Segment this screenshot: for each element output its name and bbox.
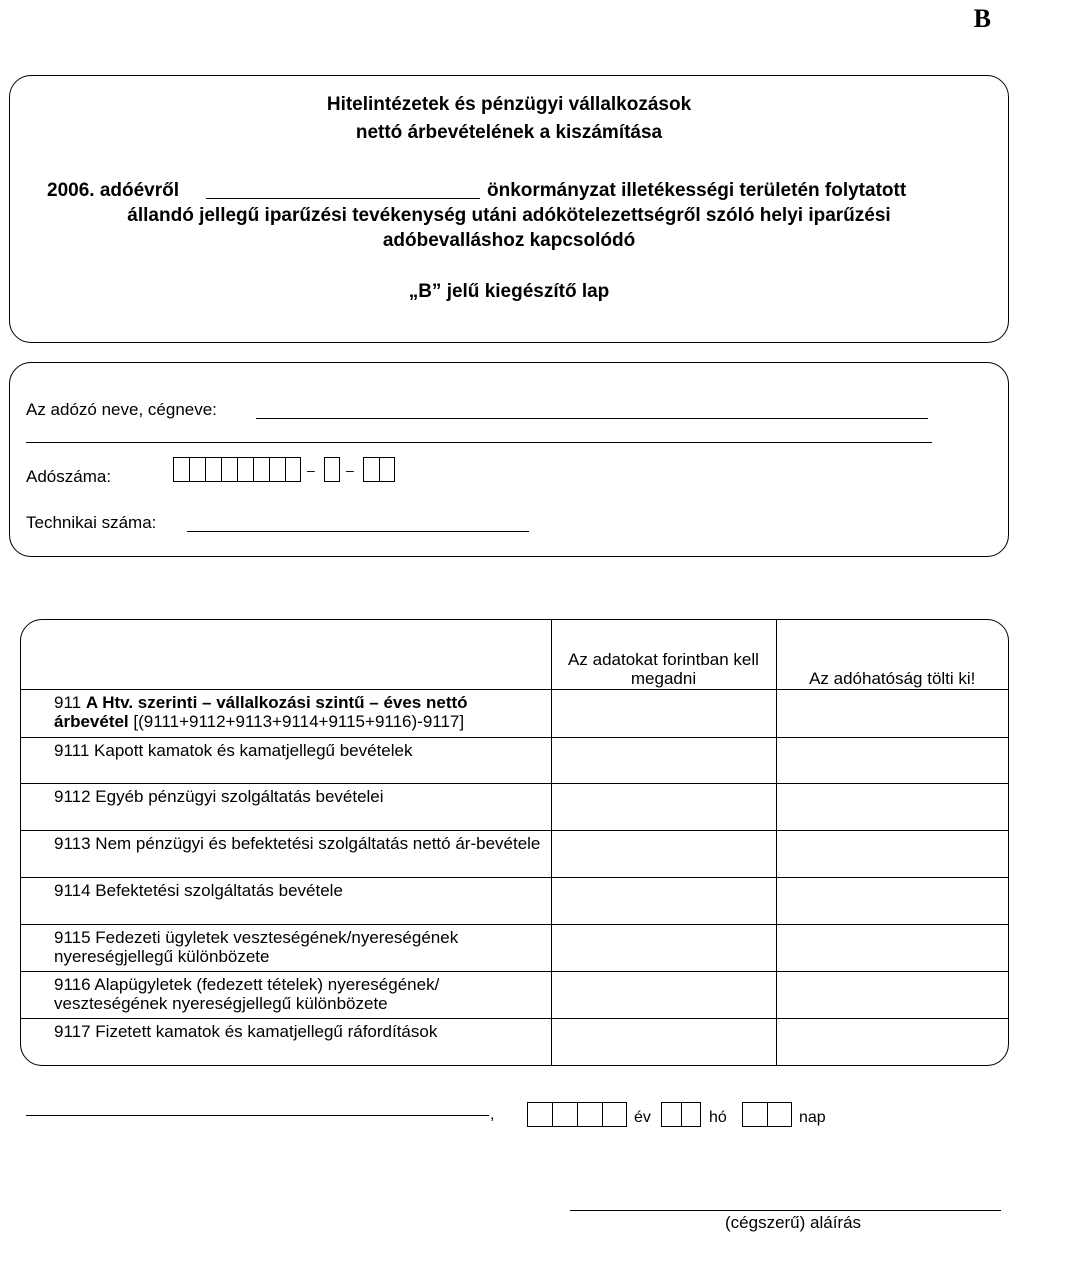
row-911-desc	[21, 689, 551, 737]
year-label: év	[634, 1109, 651, 1126]
row-9116-amount[interactable]	[551, 971, 776, 1018]
row-code: 9117	[54, 1021, 91, 1041]
row-9116-desc	[21, 971, 551, 1018]
row-text: Fizetett kamatok és kamatjellegű ráfordítások	[95, 1021, 438, 1041]
table-row	[21, 783, 1008, 830]
form-title-line2: nettó árbevételének a kiszámítása	[355, 122, 663, 143]
row-9111-desc	[21, 737, 551, 783]
row-text: Befektetési szolgáltatás bevétele	[95, 880, 343, 900]
form-title-line1: Hitelintézetek és pénzügyi vállalkozások	[326, 94, 692, 115]
table-row	[21, 737, 1008, 783]
tax-number-part2[interactable]	[324, 457, 340, 482]
declaration-municipality-text: önkormányzat illetékességi területén folytatott	[487, 180, 907, 201]
row-911-amount[interactable]	[551, 689, 776, 737]
row-9113-authority	[776, 830, 1008, 877]
table-header-blank	[21, 620, 551, 689]
taxpayer-name-label: Az adózó neve, cégneve:	[26, 400, 217, 419]
day-label: nap	[799, 1109, 826, 1126]
row-code: 9114	[54, 880, 91, 900]
table-row	[21, 830, 1008, 877]
row-9111-authority	[776, 737, 1008, 783]
tax-number-dash: –	[346, 462, 354, 478]
signature-label: (cégszerű) aláírás	[725, 1213, 862, 1232]
row-911-authority	[776, 689, 1008, 737]
taxpayer-box	[9, 362, 1009, 557]
signature-field[interactable]	[570, 1210, 1001, 1211]
taxpayer-name-field-line2[interactable]	[26, 442, 932, 443]
row-code: 9115	[54, 927, 91, 947]
title-box	[9, 75, 1009, 343]
declaration-year: 2006. adóévről	[47, 180, 180, 201]
row-9112-desc	[21, 783, 551, 830]
row-9113-amount[interactable]	[551, 830, 776, 877]
revenue-table	[20, 619, 1009, 1066]
tax-number-part1[interactable]	[173, 457, 301, 482]
row-code: 9113	[54, 833, 91, 853]
table-row	[21, 877, 1008, 924]
table-header-row	[21, 620, 1008, 689]
tax-number-part3[interactable]	[363, 457, 395, 482]
place-comma: ,	[490, 1106, 495, 1123]
tax-number-dash: –	[307, 462, 315, 478]
row-9117-amount[interactable]	[551, 1018, 776, 1065]
date-year-cells[interactable]	[527, 1102, 627, 1127]
declaration-line3: adóbevalláshoz kapcsolódó	[382, 230, 636, 251]
row-text: Nem pénzügyi és befektetési szolgáltatás nettó ár-bevétele	[95, 833, 541, 853]
row-code: 9112	[54, 786, 91, 806]
row-9114-desc	[21, 877, 551, 924]
row-code: 9116	[54, 974, 91, 994]
row-9112-amount[interactable]	[551, 783, 776, 830]
table-row	[21, 1018, 1008, 1065]
table-row	[21, 924, 1008, 971]
row-bold-text: A Htv. szerinti – vállalkozási szintű – éves nettó árbevétel	[54, 692, 468, 731]
row-9114-authority	[776, 877, 1008, 924]
technical-number-field[interactable]	[187, 531, 529, 532]
row-9115-authority	[776, 924, 1008, 971]
date-month-cells[interactable]	[661, 1102, 701, 1127]
place-field[interactable]	[26, 1115, 489, 1116]
row-9117-desc	[21, 1018, 551, 1065]
table-row	[21, 689, 1008, 737]
technical-number-label: Technikai száma:	[26, 513, 157, 532]
declaration-line2: állandó jellegű iparűzési tevékenység utáni adókötelezettségről szóló helyi iparűzési	[127, 205, 891, 226]
row-9117-authority	[776, 1018, 1008, 1065]
row-9112-authority	[776, 783, 1008, 830]
row-code: 911	[54, 692, 82, 712]
row-9111-amount[interactable]	[551, 737, 776, 783]
row-9115-amount[interactable]	[551, 924, 776, 971]
tax-number-label: Adószáma:	[26, 467, 112, 486]
row-text: Fedezeti ügyletek veszteségének/nyereségének nyereségjellegű különbözete	[54, 927, 459, 966]
sheet-name: „B” jelű kiegészítő lap	[408, 281, 610, 302]
row-code: 9111	[54, 740, 90, 760]
header-forint: Az adatokat forintban kell megadni	[551, 620, 776, 689]
sheet-letter: B	[973, 4, 991, 33]
row-9113-desc	[21, 830, 551, 877]
municipality-field[interactable]	[206, 198, 480, 199]
header-authority: Az adóhatóság tölti ki!	[776, 620, 1008, 689]
table-row	[21, 971, 1008, 1018]
row-text: Alapügyletek (fedezett tételek) nyereségének/ veszteségének nyereségjellegű különbözete	[54, 974, 440, 1013]
month-label: hó	[709, 1109, 727, 1126]
row-9116-authority	[776, 971, 1008, 1018]
row-text: [(9111+9112+9113+9114+9115+9116)-9117]	[128, 711, 465, 731]
taxpayer-name-field[interactable]	[256, 418, 928, 419]
row-text: Kapott kamatok és kamatjellegű bevételek	[94, 740, 413, 760]
date-day-cells[interactable]	[742, 1102, 792, 1127]
row-9115-desc	[21, 924, 551, 971]
row-text: Egyéb pénzügyi szolgáltatás bevételei	[95, 786, 384, 806]
row-9114-amount[interactable]	[551, 877, 776, 924]
